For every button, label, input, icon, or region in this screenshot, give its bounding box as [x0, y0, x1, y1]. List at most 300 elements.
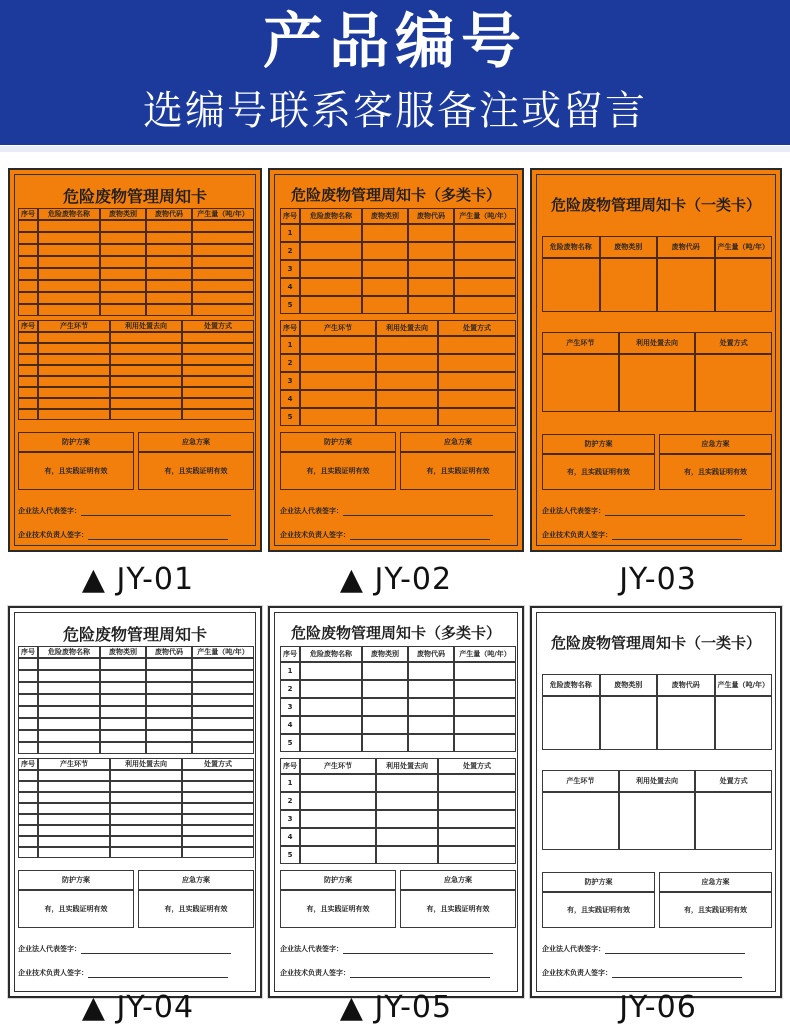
- table-cell: [362, 260, 408, 278]
- table-cell: [18, 847, 38, 858]
- table-header-cell: 废物代码: [408, 646, 454, 662]
- table-cell: [376, 792, 438, 810]
- table-cell: [300, 828, 376, 846]
- table-cell: [110, 814, 182, 825]
- table-cell: [38, 292, 100, 304]
- signature-underline[interactable]: [612, 539, 742, 540]
- table-cell: [362, 242, 408, 260]
- table-cell: [18, 694, 38, 706]
- table-cell: 1: [280, 224, 300, 242]
- table-cell: [38, 814, 110, 825]
- table-cell: [110, 376, 182, 387]
- table-header-cell: 产生环节: [542, 770, 619, 792]
- table-cell: [38, 409, 110, 420]
- table-header-cell: 利用处置去向: [110, 320, 182, 332]
- signature-underline[interactable]: [81, 515, 231, 516]
- table-cell: [182, 398, 254, 409]
- table-cell: [100, 280, 146, 292]
- product-caption: ▲ JY-05: [339, 990, 453, 1025]
- table-header-cell: 处置方式: [438, 320, 516, 336]
- table-cell: [38, 376, 110, 387]
- table-header-cell: 废物类别: [600, 674, 658, 696]
- table-cell: [695, 792, 772, 850]
- legal-signature-line[interactable]: 企业法人代表签字：: [18, 944, 231, 954]
- table-cell: [100, 742, 146, 754]
- table-cell: [362, 716, 408, 734]
- table-header-cell: 序号: [18, 646, 38, 658]
- table-header-cell: 序号: [280, 208, 300, 224]
- table-cell: [408, 242, 454, 260]
- table-cell: 4: [280, 716, 300, 734]
- table-cell: [182, 825, 254, 836]
- table-header-cell: 利用处置去向: [376, 320, 438, 336]
- table-cell: [146, 730, 192, 742]
- table-cell: [146, 232, 192, 244]
- table-cell: [438, 810, 516, 828]
- table-cell: [182, 814, 254, 825]
- table-cell: [182, 792, 254, 803]
- table-cell: [192, 292, 254, 304]
- table-cell: [438, 372, 516, 390]
- table-cell: [38, 670, 100, 682]
- table-header-cell: 危险废物名称: [300, 646, 362, 662]
- tech-signature-line[interactable]: 企业技术负责人签字：: [18, 968, 228, 978]
- table-cell: 5: [280, 734, 300, 752]
- table-cell: [18, 332, 38, 343]
- table-cell: [110, 825, 182, 836]
- table-header-cell: 序号: [280, 320, 300, 336]
- table-cell: [18, 718, 38, 730]
- table-cell: [146, 718, 192, 730]
- table-cell: [38, 730, 100, 742]
- emergency-plan-value: 有，且实践证明有效: [426, 905, 490, 913]
- table-cell: [454, 260, 516, 278]
- table-cell: [408, 296, 454, 314]
- table-cell: [146, 694, 192, 706]
- protect-plan-value: 有，且实践证明有效: [567, 906, 630, 914]
- table-cell: [300, 278, 362, 296]
- signature-underline[interactable]: [343, 515, 493, 516]
- table-header-cell: 废物代码: [657, 236, 715, 258]
- table-header-cell: 利用处置去向: [376, 758, 438, 774]
- table-cell: [300, 810, 376, 828]
- table-cell: [18, 376, 38, 387]
- table-cell: [600, 696, 658, 750]
- table-cell: [438, 390, 516, 408]
- table-cell: [18, 292, 38, 304]
- table-cell: [18, 232, 38, 244]
- tech-signature-line[interactable]: 企业技术负责人签字：: [18, 530, 228, 540]
- product-card-1[interactable]: [8, 168, 262, 552]
- product-card-3[interactable]: [530, 168, 782, 552]
- legal-signature-line[interactable]: 企业法人代表签字：: [280, 506, 493, 516]
- table-cell: [38, 343, 110, 354]
- table-header-cell: 处置方式: [438, 758, 516, 774]
- product-caption: ▲ JY-04: [81, 990, 195, 1025]
- table-header-cell: 利用处置去向: [619, 332, 696, 354]
- table-cell: [619, 792, 696, 850]
- emergency-plan-value: 有，且实践证明有效: [684, 906, 747, 914]
- table-header-cell: 序号: [18, 320, 38, 332]
- signature-underline[interactable]: [605, 953, 745, 954]
- protect-plan-title: 防护方案: [584, 878, 613, 886]
- legal-signature-line[interactable]: 企业法人代表签字：: [18, 506, 231, 516]
- protect-plan-value: 有，且实践证明有效: [44, 467, 108, 475]
- table-header-cell: 序号: [280, 758, 300, 774]
- table-cell: [192, 682, 254, 694]
- signature-underline[interactable]: [350, 977, 490, 978]
- table-header-cell: 废物类别: [600, 236, 658, 258]
- signature-underline[interactable]: [612, 977, 742, 978]
- card-title: 危险废物管理周知卡: [62, 187, 207, 206]
- table-cell: [146, 706, 192, 718]
- table-cell: [38, 682, 100, 694]
- table-cell: 5: [280, 296, 300, 314]
- table-cell: [192, 706, 254, 718]
- table-cell: [38, 268, 100, 280]
- table-cell: [110, 332, 182, 343]
- tech-signature-line[interactable]: 企业技术负责人签字：: [280, 530, 490, 540]
- product-card-5[interactable]: [268, 606, 524, 998]
- table-cell: [38, 694, 100, 706]
- protect-plan-title: 防护方案: [62, 438, 90, 446]
- table-header-cell: 产生环节: [542, 332, 619, 354]
- table-cell: [454, 698, 516, 716]
- table-cell: [376, 774, 438, 792]
- card-title: 危险废物管理周知卡（多类卡）: [290, 186, 501, 204]
- table-cell: [18, 742, 38, 754]
- table-header-cell: 废物类别: [100, 646, 146, 658]
- table-cell: [100, 694, 146, 706]
- product-card-4[interactable]: [8, 606, 262, 998]
- table-cell: 2: [280, 792, 300, 810]
- table-cell: 5: [280, 846, 300, 864]
- table-cell: [110, 365, 182, 376]
- table-cell: [408, 278, 454, 296]
- table-cell: [438, 408, 516, 426]
- table-cell: [376, 372, 438, 390]
- table-cell: [362, 680, 408, 698]
- table-cell: [192, 268, 254, 280]
- table-cell: [300, 260, 362, 278]
- table-cell: [18, 781, 38, 792]
- table-cell: [300, 408, 376, 426]
- table-cell: [18, 304, 38, 316]
- table-header-cell: 序号: [18, 758, 38, 770]
- table-cell: [192, 220, 254, 232]
- table-cell: [300, 336, 376, 354]
- table-cell: [192, 670, 254, 682]
- table-cell: [300, 372, 376, 390]
- table-cell: [18, 682, 38, 694]
- table-cell: [146, 292, 192, 304]
- table-cell: [18, 398, 38, 409]
- table-cell: [408, 260, 454, 278]
- table-cell: [300, 774, 376, 792]
- table-header-cell: 产生量（吨/年）: [454, 208, 516, 224]
- table-cell: [18, 658, 38, 670]
- table-header-cell: 序号: [280, 646, 300, 662]
- table-cell: [438, 792, 516, 810]
- table-cell: [110, 354, 182, 365]
- table-cell: 2: [280, 354, 300, 372]
- table-cell: [18, 268, 38, 280]
- signature-underline[interactable]: [88, 977, 228, 978]
- table-cell: [100, 682, 146, 694]
- table-cell: [18, 803, 38, 814]
- legal-signature-line[interactable]: 企业法人代表签字：: [542, 944, 745, 954]
- table-header-cell: 危险废物名称: [38, 646, 100, 658]
- table-cell: [38, 280, 100, 292]
- table-cell: [454, 224, 516, 242]
- header-banner: [0, 0, 790, 145]
- table-cell: [542, 354, 619, 412]
- table-cell: [182, 376, 254, 387]
- table-cell: [376, 408, 438, 426]
- table-header-cell: 废物代码: [146, 208, 192, 220]
- table-cell: [362, 662, 408, 680]
- table-cell: [454, 716, 516, 734]
- table-cell: [454, 296, 516, 314]
- table-cell: 3: [280, 810, 300, 828]
- emergency-plan-value: 有，且实践证明有效: [426, 467, 490, 475]
- tech-signature-line[interactable]: 企业技术负责人签字：: [280, 968, 490, 978]
- table-cell: [146, 658, 192, 670]
- protect-plan-value: 有，且实践证明有效: [306, 905, 370, 913]
- table-cell: [454, 242, 516, 260]
- emergency-plan-value: 有，且实践证明有效: [164, 905, 228, 913]
- table-cell: [146, 304, 192, 316]
- table-cell: [146, 670, 192, 682]
- table-cell: [438, 846, 516, 864]
- table-cell: [362, 224, 408, 242]
- table-cell: [192, 256, 254, 268]
- table-cell: [542, 258, 600, 312]
- table-cell: [18, 770, 38, 781]
- table-header-cell: 处置方式: [182, 320, 254, 332]
- table-cell: [110, 792, 182, 803]
- table-cell: [18, 836, 38, 847]
- table-cell: [454, 734, 516, 752]
- table-header-cell: 危险废物名称: [300, 208, 362, 224]
- card-title: 危险废物管理周知卡: [62, 625, 207, 644]
- table-cell: 1: [280, 662, 300, 680]
- table-cell: [300, 680, 362, 698]
- table-cell: [18, 409, 38, 420]
- product-card-2[interactable]: [268, 168, 524, 552]
- table-header-cell: 危险废物名称: [542, 236, 600, 258]
- table-cell: 4: [280, 278, 300, 296]
- table-cell: [146, 682, 192, 694]
- table-cell: [38, 398, 110, 409]
- table-cell: [100, 706, 146, 718]
- table-cell: [182, 354, 254, 365]
- tech-signature-line[interactable]: 企业技术负责人签字：: [542, 530, 742, 540]
- table-cell: [192, 244, 254, 256]
- table-cell: [18, 706, 38, 718]
- product-caption: ▲ JY-02: [339, 562, 453, 597]
- table-cell: [18, 814, 38, 825]
- table-cell: [408, 680, 454, 698]
- table-cell: [38, 836, 110, 847]
- emergency-plan-value: 有，且实践证明有效: [164, 467, 228, 475]
- signature-underline[interactable]: [605, 515, 745, 516]
- table-cell: [18, 825, 38, 836]
- table-header-cell: 产生量（吨/年）: [454, 646, 516, 662]
- signature-underline[interactable]: [350, 539, 490, 540]
- table-header-cell: 序号: [18, 208, 38, 220]
- table-cell: [18, 387, 38, 398]
- table-cell: [100, 292, 146, 304]
- table-cell: [146, 244, 192, 256]
- table-cell: [300, 734, 362, 752]
- table-cell: [18, 256, 38, 268]
- signature-underline[interactable]: [343, 953, 493, 954]
- table-cell: [408, 716, 454, 734]
- table-cell: [18, 244, 38, 256]
- table-cell: [38, 847, 110, 858]
- table-cell: [454, 662, 516, 680]
- table-header-cell: 废物类别: [362, 208, 408, 224]
- table-cell: [376, 390, 438, 408]
- table-cell: [100, 658, 146, 670]
- table-cell: [438, 828, 516, 846]
- table-cell: [408, 734, 454, 752]
- product-caption: JY-06: [619, 990, 697, 1025]
- table-cell: [182, 803, 254, 814]
- table-cell: [146, 268, 192, 280]
- table-header-cell: 废物类别: [362, 646, 408, 662]
- table-cell: [100, 220, 146, 232]
- table-cell: [38, 742, 100, 754]
- card-title: 危险废物管理周知卡（一类卡）: [550, 634, 761, 652]
- table-cell: [619, 354, 696, 412]
- card-title: 危险废物管理周知卡（多类卡）: [290, 624, 501, 642]
- table-cell: [408, 224, 454, 242]
- table-cell: [110, 409, 182, 420]
- table-cell: [146, 256, 192, 268]
- banner-divider: [0, 146, 790, 152]
- table-cell: [38, 770, 110, 781]
- table-cell: [38, 706, 100, 718]
- table-header-cell: 废物代码: [146, 646, 192, 658]
- table-header-cell: 利用处置去向: [619, 770, 696, 792]
- table-cell: [438, 354, 516, 372]
- protect-plan-value: 有，且实践证明有效: [567, 468, 630, 476]
- table-cell: [542, 696, 600, 750]
- table-cell: 3: [280, 372, 300, 390]
- tech-signature-line[interactable]: 企业技术负责人签字：: [542, 968, 742, 978]
- table-cell: [100, 304, 146, 316]
- table-cell: [38, 365, 110, 376]
- table-cell: [18, 280, 38, 292]
- table-cell: [300, 224, 362, 242]
- table-header-cell: 处置方式: [182, 758, 254, 770]
- table-cell: 3: [280, 260, 300, 278]
- table-cell: [362, 296, 408, 314]
- table-cell: [300, 242, 362, 260]
- table-header-cell: 废物类别: [100, 208, 146, 220]
- table-cell: [182, 332, 254, 343]
- table-cell: [542, 792, 619, 850]
- table-cell: 2: [280, 680, 300, 698]
- table-cell: 1: [280, 774, 300, 792]
- table-cell: [38, 232, 100, 244]
- banner-subtitle: 选编号联系客服备注或留言: [143, 88, 647, 134]
- table-header-cell: 废物代码: [657, 674, 715, 696]
- table-header-cell: 产生环节: [300, 320, 376, 336]
- table-cell: [110, 343, 182, 354]
- table-cell: [146, 220, 192, 232]
- table-cell: [192, 694, 254, 706]
- table-cell: [300, 792, 376, 810]
- signature-underline[interactable]: [81, 953, 231, 954]
- table-cell: [38, 244, 100, 256]
- table-cell: [376, 828, 438, 846]
- table-cell: [100, 244, 146, 256]
- table-cell: [182, 847, 254, 858]
- protect-plan-value: 有，且实践证明有效: [44, 905, 108, 913]
- table-header-cell: 产生量（吨/年）: [192, 646, 254, 658]
- table-cell: [695, 354, 772, 412]
- table-cell: 1: [280, 336, 300, 354]
- table-cell: [18, 354, 38, 365]
- card-title: 危险废物管理周知卡（一类卡）: [550, 196, 761, 214]
- table-header-cell: 产生量（吨/年）: [192, 208, 254, 220]
- table-cell: [18, 670, 38, 682]
- table-cell: [182, 365, 254, 376]
- product-caption: ▲ JY-01: [81, 562, 195, 597]
- table-cell: 4: [280, 390, 300, 408]
- emergency-plan-title: 应急方案: [701, 878, 730, 886]
- table-cell: [362, 734, 408, 752]
- table-cell: [38, 803, 110, 814]
- product-card-6[interactable]: [530, 606, 782, 998]
- signature-underline[interactable]: [88, 539, 228, 540]
- legal-signature-line[interactable]: 企业法人代表签字：: [280, 944, 493, 954]
- table-cell: [38, 304, 100, 316]
- table-header-cell: 废物代码: [408, 208, 454, 224]
- table-cell: [300, 296, 362, 314]
- table-cell: [300, 846, 376, 864]
- table-cell: [38, 220, 100, 232]
- table-cell: 2: [280, 242, 300, 260]
- table-cell: [110, 387, 182, 398]
- legal-signature-line[interactable]: 企业法人代表签字：: [542, 506, 745, 516]
- table-cell: [182, 409, 254, 420]
- table-cell: [376, 810, 438, 828]
- table-cell: [110, 398, 182, 409]
- table-header-cell: 产生量（吨/年）: [715, 236, 773, 258]
- table-cell: [192, 658, 254, 670]
- product-caption: JY-03: [619, 562, 697, 597]
- banner-title: 产品编号: [263, 7, 527, 77]
- table-cell: [454, 680, 516, 698]
- protect-plan-title: 防护方案: [324, 876, 352, 884]
- table-cell: [362, 698, 408, 716]
- emergency-plan-title: 应急方案: [444, 438, 472, 446]
- table-cell: [100, 718, 146, 730]
- table-header-cell: 危险废物名称: [38, 208, 100, 220]
- emergency-plan-value: 有，且实践证明有效: [684, 468, 747, 476]
- table-cell: [657, 258, 715, 312]
- protect-plan-title: 防护方案: [62, 876, 90, 884]
- table-header-cell: 产生环节: [38, 320, 110, 332]
- table-cell: [38, 781, 110, 792]
- table-cell: [454, 278, 516, 296]
- table-header-cell: 危险废物名称: [542, 674, 600, 696]
- table-cell: [38, 387, 110, 398]
